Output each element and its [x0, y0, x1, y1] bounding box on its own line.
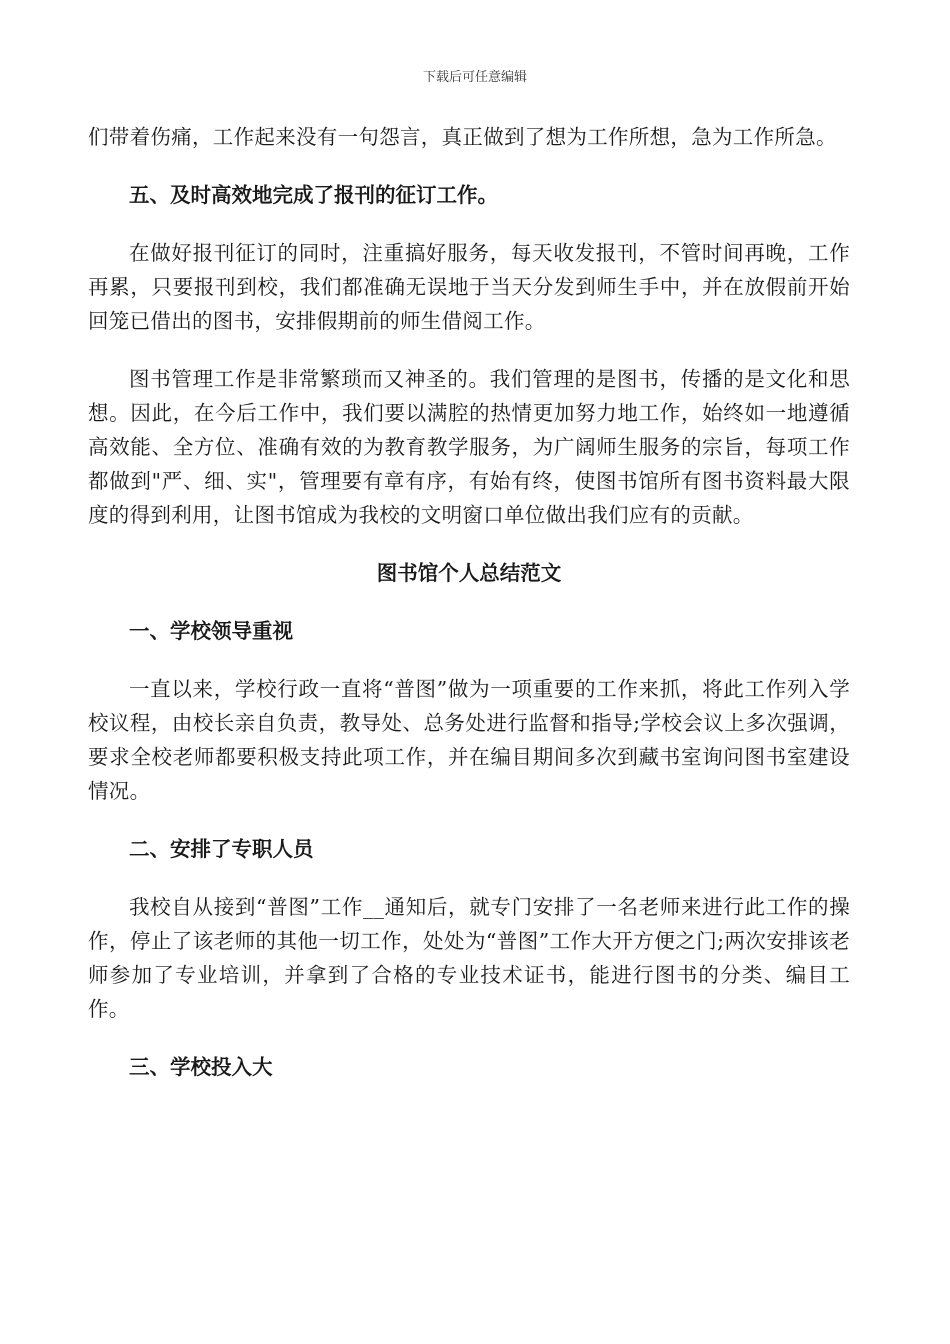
- section-heading-3: 三、学校投入大: [129, 1055, 273, 1079]
- document-body: [88, 120, 850, 1084]
- document-title: 图书馆个人总结范文: [376, 561, 562, 585]
- section-heading-1: 一、学校领导重视: [129, 619, 293, 643]
- paragraph-newspaper-service: 在做好报刊征订的同时，注重搞好服务，每天收发报刊，不管时间再晚，工作再累，只要报刊到校，我们都准确无误地于当天分发到师生手中，并在放假前开始回笼已借出的图书，安排假期前的师生借阅工作。: [88, 241, 850, 333]
- section-heading-2: 二、安排了专职人员: [129, 837, 314, 861]
- header-note: 下载后可任意编辑: [422, 70, 527, 85]
- paragraph-leadership: 一直以来，学校行政一直将“普图”做为一项重要的工作来抓，将此工作列入学校议程，由校长亲自负责，教导处、总务处进行监督和指导;学校会议上多次强调，要求全校老师都要积极支持此项工作，并在编目期间多次到藏书室询问图书室建设情况。: [88, 677, 850, 803]
- paragraph-conclusion: 图书管理工作是非常繁琐而又神圣的。我们管理的是图书，传播的是文化和思想。因此，在今后工作中，我们要以满腔的热情更加努力地工作，始终如一地遵循高效能、全方位、准确有效的为教育教学服务，为广阔师生服务的宗旨，每项工作都做到"严、细、实"，管理要有章有序，有始有终，使图书馆所有图书资料最大限度的得到利用，让图书馆成为我校的文明窗口单位做出我们应有的贡献。: [88, 367, 850, 527]
- section-heading-5: 五、及时高效地完成了报刊的征订工作。: [129, 183, 498, 207]
- paragraph-continuation: 们带着伤痛，工作起来没有一句怨言，真正做到了想为工作所想，急为工作所急。: [88, 125, 837, 149]
- paragraph-staff: 我校自从接到“普图”工作__通知后，就专门安排了一名老师来进行此工作的操作，停止了该老师的其他一切工作，处处为“普图”工作大开方便之门;两次安排该老师参加了专业培训，并拿到了合格的专业技术证书，能进行图书的分类、编目工作。: [88, 895, 850, 1021]
